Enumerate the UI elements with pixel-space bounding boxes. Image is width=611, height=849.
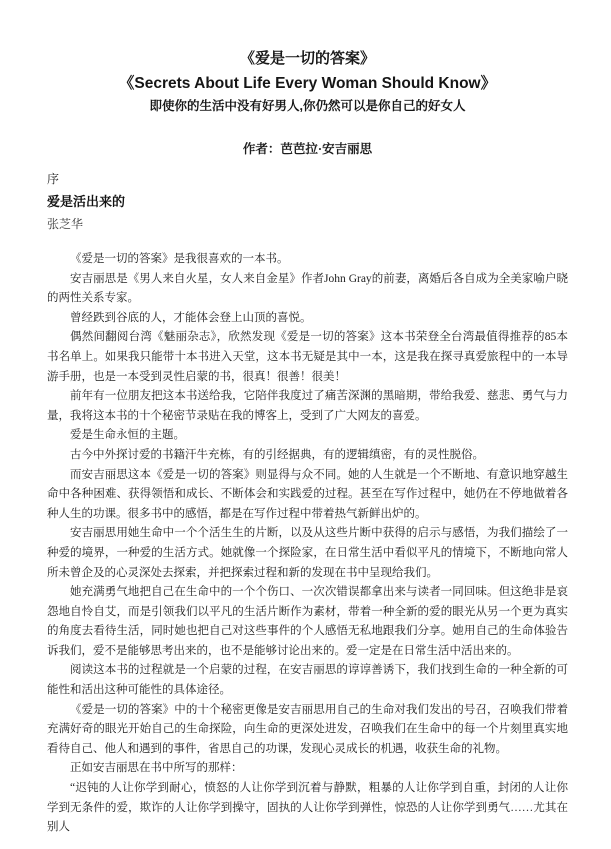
- paragraph: 而安吉丽思这本《爱是一切的答案》则显得与众不同。她的人生就是一个不断地、有意识地穿越生命中各种困难、获得领悟和成长、不断体会和实践爱的过程。甚至在写作过程中，她仍在不停地做着各种人生的功课。很多书中的感悟，都是在写作过程中带着热气新鲜出炉的。: [47, 468, 568, 520]
- preface-author-name: 张芝华: [47, 217, 84, 231]
- paragraph: 阅读这本书的过程就是一个启蒙的过程，在安吉丽思的谆谆善诱下，我们找到生命的一种全新的可能性和活出这种可能性的具体途径。: [47, 664, 568, 697]
- paragraph: 爱是生命永恒的主题。: [70, 429, 185, 442]
- paragraph: 古今中外探讨爱的书籍汗牛充栋，有的引经据典，有的逻辑缜密，有的灵性脱俗。: [70, 448, 484, 461]
- paragraph: 她充满勇气地把自己在生命中的一个个伤口、一次次错误都拿出来与读者一同回味。但这绝非是哀怨地自怜自艾，而是引领我们以平凡的生活片断作为素材，带着一种全新的爱的眼光从另一个更为真实的角度去看待生活，同时她也把自己对这些事件的个人感悟无私地跟我们分享。她用自己的生命体验告诉我们，爱不是能够思考出来的，也不是能够讨论出来的。爱一定是在日常生活中活出来的。: [47, 586, 568, 657]
- paragraph: 《爱是一切的答案》是我很喜欢的一本书。: [70, 253, 289, 265]
- paragraph: 正如安吉丽思在书中所写的那样：: [70, 762, 243, 775]
- book-title-chinese: 《爱是一切的答案》: [239, 50, 375, 67]
- book-title-english: 《Secrets About Life Every Woman Should Know》: [118, 75, 497, 92]
- paragraph: 曾经跌到谷底的人，才能体会登上山顶的喜悦。: [70, 311, 312, 324]
- paragraph: 安吉丽思用她生命中一个个活生生的片断，以及从这些片断中获得的启示与感悟，为我们描绘了一种爱的境界，一种爱的生活方式。她就像一个探险家，在日常生活中看似平凡的情境下，不断地向常人所未曾企及的心灵深处去探索，并把探索过程和新的发现在书中呈现给我们。: [47, 527, 568, 579]
- paragraph: “迟钝的人让你学到耐心，愤怒的人让你学到沉着与静默，粗暴的人让你学到自重，封闭的人让你学到无条件的爱，欺诈的人让你学到操守，固执的人让你学到弹性，惊恐的人让你学到勇气……尤其在别人: [47, 782, 568, 834]
- paragraph: 前年有一位朋友把这本书送给我，它陪伴我度过了痛苦深渊的黑暗期，带给我爱、慈悲、勇气与力量，我将这本书的十个秘密节录贴在我的博客上，受到了广大网友的喜爱。: [47, 390, 568, 422]
- book-subtitle: 即使你的生活中没有好男人,你仍然可以是你自己的好女人: [149, 99, 466, 113]
- section-label-preface: 序: [47, 172, 60, 186]
- title-block: [47, 48, 568, 115]
- paragraph: 安吉丽思是《男人来自火星，女人来自金星》作者John Gray的前妻，离婚后各自成为全美家喻户晓的两性关系专家。: [47, 272, 568, 305]
- paragraph: 偶然间翻阅台湾《魅丽杂志》，欣然发现《爱是一切的答案》这本书荣登全台湾最值得推荐的85本书名单上。如果我只能带十本书进入天堂，这本书无疑是其中一本，这是我在探寻真爱旅程中的一本导游手册，也是一本受到灵性启蒙的书，很真！很善！很美！: [47, 331, 568, 383]
- author-line: 作者：芭芭拉·安吉丽思: [242, 142, 373, 156]
- paragraph: 《爱是一切的答案》中的十个秘密更像是安吉丽思用自己的生命对我们发出的号召，召唤我们带着充满好奇的眼光开始自己的生命探险，向生命的更深处进发，召唤我们在生命中的每一个片刻里真实地看待自己、他人和遇到的事件，省思自己的功课，发现心灵成长的机遇，收获生命的礼物。: [47, 703, 568, 755]
- preface-body: [47, 250, 568, 838]
- preface-title: 爱是活出来的: [47, 194, 126, 209]
